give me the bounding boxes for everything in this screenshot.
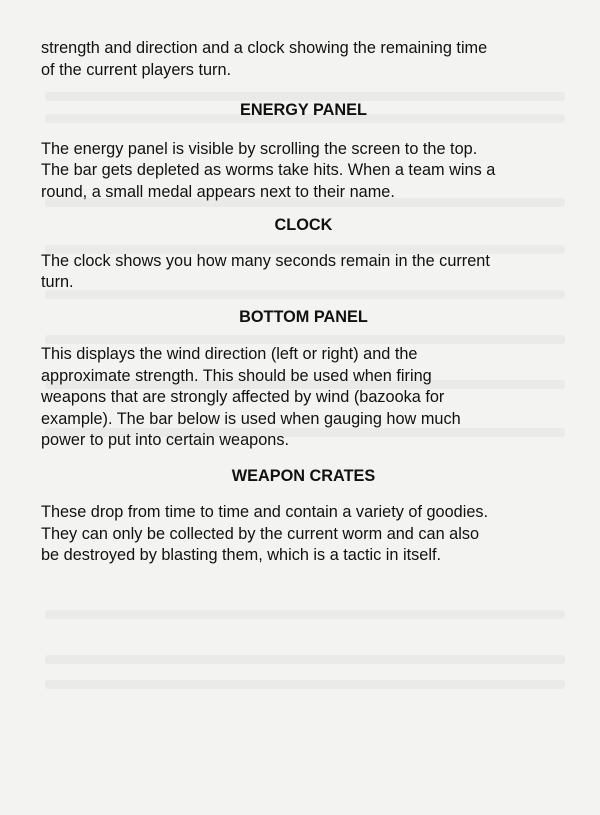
text-line: of the current players turn.	[41, 60, 232, 79]
text-line: example). The bar below is used when gauging how much	[41, 409, 461, 428]
text-line: They can only be collected by the current worm and can also	[41, 524, 480, 543]
text-line: power to put into certain weapons.	[41, 431, 289, 449]
intro-paragraph	[41, 38, 566, 81]
weapon-crates-paragraph	[41, 502, 566, 567]
section-heading-weapon-crates: WEAPON CRATES	[231, 466, 376, 485]
text-line: This displays the wind direction (left or right) and the	[41, 345, 418, 363]
clock-paragraph	[41, 251, 566, 294]
text-line: weapons that are strongly affected by wind (bazooka for	[41, 388, 445, 406]
text-line: round, a small medal appears next to their name.	[41, 182, 395, 201]
text-line: be destroyed by blasting them, which is a tactic in itself.	[41, 546, 441, 564]
text-line: turn.	[41, 273, 74, 291]
text-line: The energy panel is visible by scrolling the screen to the top.	[41, 139, 478, 158]
section-heading-bottom-panel: BOTTOM PANEL	[239, 307, 368, 326]
text-line: The bar gets depleted as worms take hits. When a team wins a	[41, 161, 496, 179]
section-heading-energy-panel: ENERGY PANEL	[240, 101, 367, 119]
energy-panel-paragraph	[41, 139, 566, 204]
manual-page	[41, 38, 566, 567]
section-heading-clock: CLOCK	[274, 216, 333, 234]
text-line: approximate strength. This should be used when firing	[41, 366, 432, 385]
text-line: These drop from time to time and contain a variety of goodies.	[41, 503, 489, 521]
text-line: strength and direction and a clock showing the remaining time	[41, 39, 488, 57]
bottom-panel-paragraph	[41, 344, 566, 452]
text-line: The clock shows you how many seconds remain in the current	[41, 251, 490, 270]
